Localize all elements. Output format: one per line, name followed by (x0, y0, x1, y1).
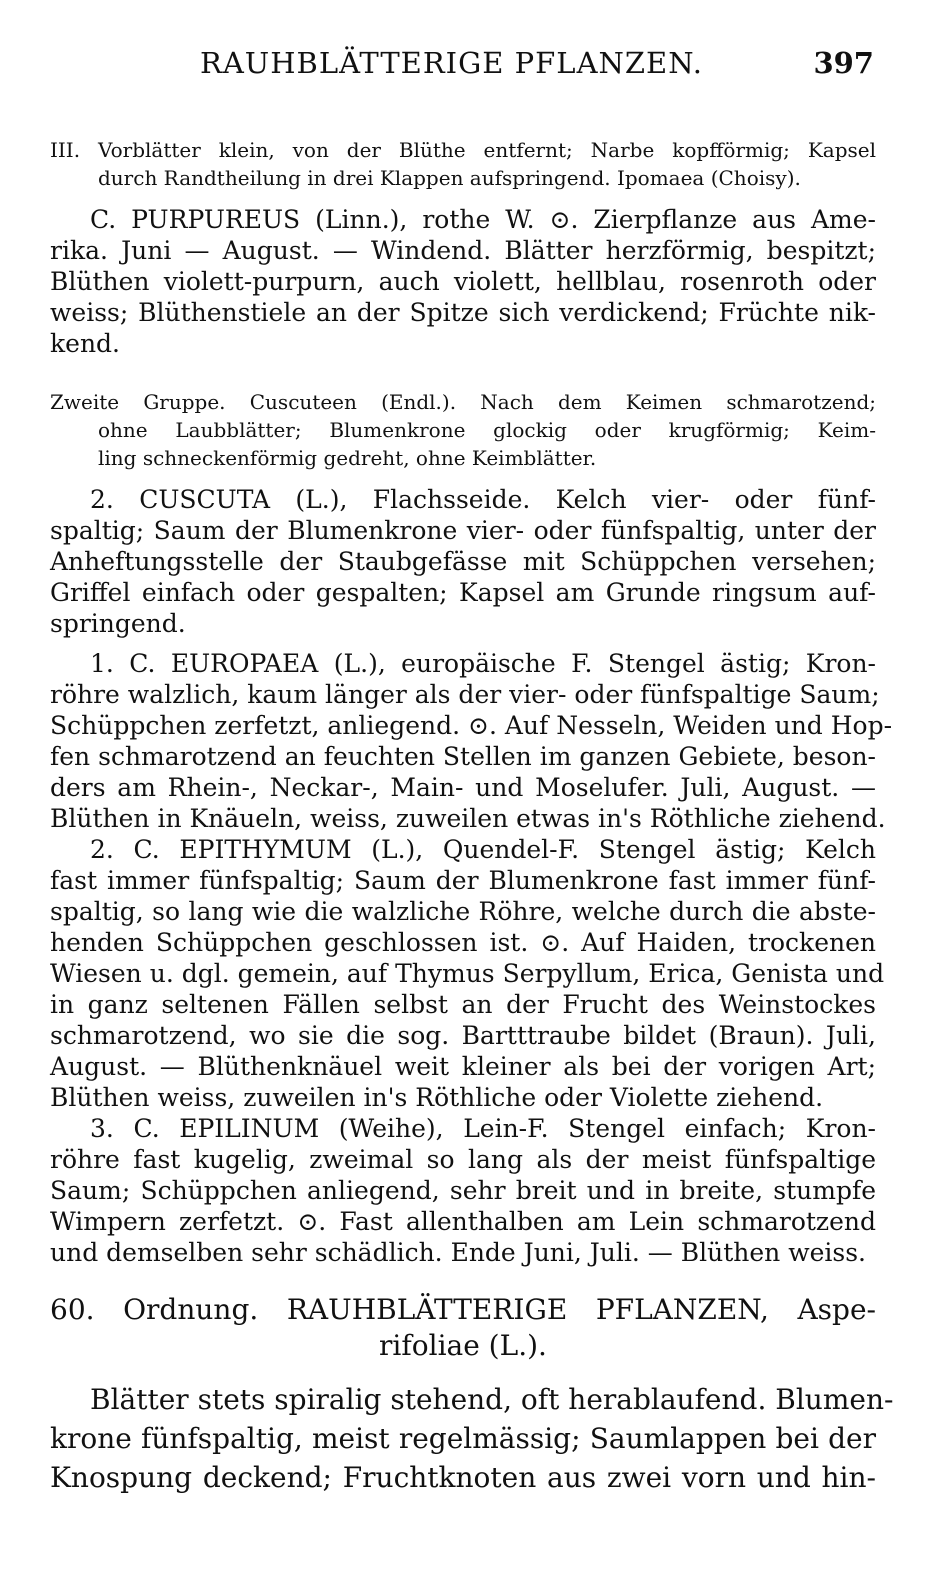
text-line: in ganz seltenen Fällen selbst an der Frucht des Weinstockes (50, 990, 876, 1019)
text-line: Knospung deckend; Fruchtknoten aus zwei vorn und hin- (50, 1461, 876, 1494)
cuscuta-paragraph (50, 484, 876, 639)
text-line: durch Randtheilung in drei Klappen aufspringend. Ipomaea (Choisy). (98, 166, 801, 190)
europaea-paragraph (50, 648, 893, 834)
page-number: 397 (813, 46, 874, 80)
text-line: C. PURPUREUS (Linn.), rothe W. ⊙. Zierpflanze aus Ame- (90, 205, 876, 234)
text-line: Anheftungsstelle der Staubgefässe mit Schüppchen versehen; (50, 547, 876, 576)
text-line: ders am Rhein-, Neckar-, Main- und Moselufer. Juli, August. — (50, 773, 876, 802)
text-line: August. — Blüthenknäuel weit kleiner als bei der vorigen Art; (50, 1052, 876, 1081)
text-line: Blüthen violett-purpurn, auch violett, hellblau, rosenroth oder (50, 267, 876, 296)
text-line: röhre walzlich, kaum länger als der vier- oder fünfspaltige Saum; (50, 680, 880, 709)
text-line: spaltig, so lang wie die walzliche Röhre, welche durch die abste- (50, 897, 876, 926)
text-line: rika. Juni — August. — Windend. Blätter herzförmig, bespitzt; (50, 236, 876, 265)
text-line: 2. CUSCUTA (L.), Flachsseide. Kelch vier- oder fünf- (90, 485, 876, 514)
text-line: ohne Laubblätter; Blumenkrone glockig oder krugförmig; Keim- (98, 418, 876, 442)
zweite-gruppe-paragraph (50, 388, 876, 472)
text-line: Zweite Gruppe. Cuscuteen (Endl.). Nach dem Keimen schmarotzend; (50, 390, 876, 414)
text-line: krone fünfspaltig, meist regelmässig; Saumlappen bei der (50, 1422, 876, 1455)
text-line: und demselben sehr schädlich. Ende Juni, Juli. — Blüthen weiss. (50, 1238, 866, 1267)
running-title: RAUHBLÄTTERIGE PFLANZEN. (200, 46, 703, 80)
text-line: Schüppchen zerfetzt, anliegend. ⊙. Auf Nesseln, Weiden und Hop- (50, 711, 893, 740)
text-line: Blätter stets spiralig stehend, oft herablaufend. Blumen- (90, 1383, 894, 1416)
purpureus-paragraph (50, 204, 876, 359)
text-line: fen schmarotzend an feuchten Stellen im ganzen Gebiete, beson- (50, 742, 876, 771)
heading-line: 60. Ordnung. RAUHBLÄTTERIGE PFLANZEN, Aspe- (50, 1293, 876, 1326)
text-line: Blüthen in Knäueln, weiss, zuweilen etwas in's Röthliche ziehend. (50, 804, 886, 833)
epilinum-paragraph (50, 1113, 876, 1268)
ordnung-heading (50, 1292, 876, 1364)
heading-line: rifoliae (L.). (379, 1329, 547, 1362)
text-line: fast immer fünfspaltig; Saum der Blumenkrone fast immer fünf- (50, 866, 876, 895)
text-line: 1. C. EUROPAEA (L.), europäische F. Stengel ästig; Kron- (90, 649, 876, 678)
text-line: Saum; Schüppchen anliegend, sehr breit und in breite, stumpfe (50, 1176, 876, 1205)
epithymum-paragraph (50, 834, 885, 1113)
text-line: weiss; Blüthenstiele an der Spitze sich verdickend; Früchte nik- (50, 298, 876, 327)
page-header (60, 46, 880, 86)
text-line: henden Schüppchen geschlossen ist. ⊙. Auf Haiden, trockenen (50, 928, 876, 957)
text-line: röhre fast kugelig, zweimal so lang als der meist fünfspaltige (50, 1145, 876, 1174)
text-line: ling schneckenförmig gedreht, ohne Keimblätter. (98, 446, 597, 470)
text-line: kend. (50, 329, 120, 358)
text-line: Griffel einfach oder gespalten; Kapsel am Grunde ringsum auf- (50, 578, 876, 607)
text-line: 2. C. EPITHYMUM (L.), Quendel-F. Stengel ästig; Kelch (90, 835, 876, 864)
text-line: schmarotzend, wo sie die sog. Bartttraube bildet (Braun). Juli, (50, 1021, 876, 1050)
text-line: springend. (50, 609, 186, 638)
text-line: 3. C. EPILINUM (Weihe), Lein-F. Stengel einfach; Kron- (90, 1114, 876, 1143)
text-line: Blüthen weiss, zuweilen in's Röthliche oder Violette ziehend. (50, 1083, 824, 1112)
text-line: spaltig; Saum der Blumenkrone vier- oder fünfspaltig, unter der (50, 516, 876, 545)
text-line: III. Vorblätter klein, von der Blüthe entfernt; Narbe kopfförmig; Kapsel (50, 138, 876, 162)
intro-paragraph (50, 1380, 894, 1497)
text-line: Wimpern zerfetzt. ⊙. Fast allenthalben am Lein schmarotzend (50, 1207, 876, 1236)
text-line: Wiesen u. dgl. gemein, auf Thymus Serpyllum, Erica, Genista und (50, 959, 885, 988)
section-iii-paragraph (50, 136, 876, 192)
